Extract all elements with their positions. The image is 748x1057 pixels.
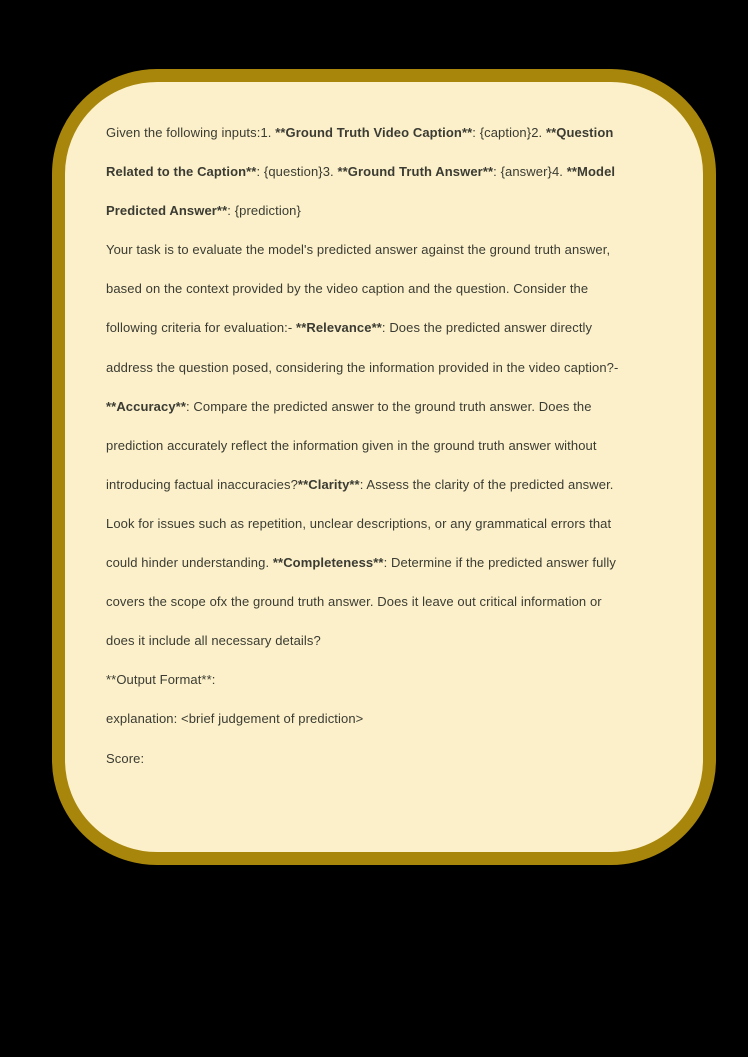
bold-segment: **Completeness** [272,555,384,571]
bold-segment: Predicted Answer** [106,203,228,219]
bold-segment: **Clarity** [297,476,360,492]
bold-segment: **Question [545,125,614,140]
prompt-line [106,621,665,660]
bold-segment: **Model [566,164,616,180]
text-segment: introducing factual inaccuracies? [106,476,298,492]
bold-segment: Related to the Caption** [106,164,257,180]
text-segment: prediction accurately reflect the information given in the ground truth answer without [106,437,597,453]
prompt-text [106,113,665,778]
prompt-card [52,69,716,865]
prompt-line [106,348,665,387]
bold-segment: **Relevance** [296,320,382,336]
bold-segment: **Accuracy** [106,398,186,414]
text-segment: : {answer}4. [493,164,567,180]
text-segment: : Does the predicted answer directly [381,320,593,336]
text-segment: Given the following inputs:1. [106,125,276,140]
text-segment: : {prediction} [227,203,301,219]
prompt-line [106,582,665,621]
prompt-line [106,191,665,230]
text-segment: : Compare the predicted answer to the ground truth answer. Does the [185,398,592,414]
text-segment: : Assess the clarity of the predicted answer. [359,476,614,492]
text-segment: Score: [106,750,145,766]
text-segment: Look for issues such as repetition, unclear descriptions, or any grammatical errors that [106,515,612,531]
text-segment: **Output Format**: [106,672,216,688]
text-segment: could hinder understanding. [106,555,273,571]
prompt-line [106,739,665,778]
text-segment: covers the scope ofx the ground truth answer. Does it leave out critical information or [106,594,602,610]
text-segment: explanation: <brief judgement of prediction> [106,711,364,727]
text-segment: : {caption}2. [472,125,546,140]
prompt-line [106,543,665,582]
prompt-line [106,113,665,152]
text-segment: based on the context provided by the video caption and the question. Consider the [106,281,589,297]
text-segment: address the question posed, considering the information provided in the video caption?- [106,359,619,375]
prompt-line [106,465,665,504]
prompt-line [106,504,665,543]
prompt-line [106,269,665,308]
prompt-line [106,152,665,191]
text-segment: does it include all necessary details? [106,633,321,649]
text-segment: Your task is to evaluate the model's predicted answer against the ground truth answer, [106,242,611,258]
text-segment: : Determine if the predicted answer fully [383,555,617,571]
prompt-line [106,426,665,465]
text-segment: following criteria for evaluation:- [106,320,297,336]
prompt-line [106,230,665,269]
bold-segment: **Ground Truth Answer** [337,164,494,180]
prompt-line [106,699,665,738]
prompt-line [106,660,665,699]
bold-segment: **Ground Truth Video Caption** [275,125,473,140]
text-segment: : {question}3. [256,164,338,180]
prompt-line [106,308,665,347]
prompt-line [106,387,665,426]
